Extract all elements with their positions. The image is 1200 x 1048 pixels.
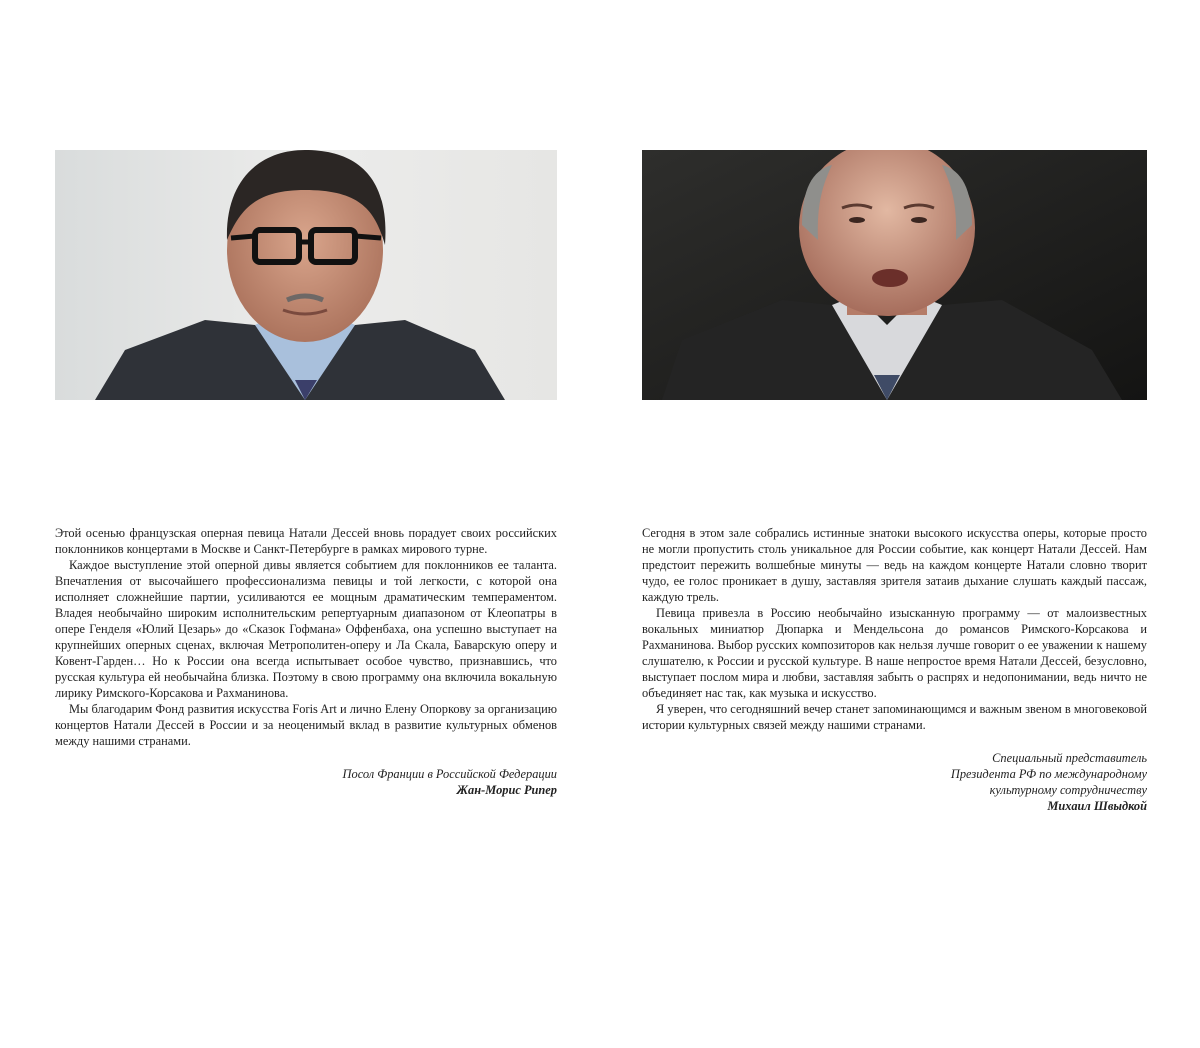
signature-name: Жан-Морис Рипер	[456, 783, 557, 797]
paragraph: Певица привезла в Россию необычайно изысканную программу — от малоизвестных вокальных миниатюр Дюпарка и Мендельсона до романсов Римского-Корсакова и Рахманинова. Выбор русских композиторов как нельзя лучше говорит о ее уважении к нашему слушателю, к России и русской культуре. В наше непростое время Натали Дессей, безусловно, выступает послом мира и любви, заставляя забыть о распрях и недопонимании, ведь ничто не объединяет нас так, как музыка и искусство.	[642, 606, 1147, 700]
signature-title: Посол Франции в Российской Федерации	[342, 767, 557, 781]
signature-title: Президента РФ по международному	[950, 767, 1147, 781]
paragraph: Мы благодарим Фонд развития искусства Foris Art и лично Елену Опоркову за организацию концертов Натали Дессей в России и за неоценимый вклад в развитие культурных обменов между нашими странами.	[55, 702, 557, 748]
paragraph: Каждое выступление этой оперной дивы является событием для поклонников ее таланта. Впечатления от высочайшего профессионализма певицы и той легкости, с которой она исполняет сложнейшие партии, усиливаются ее мощным драматическим темпераментом. Владея необычайно широким исполнительским репертуарным диапазоном от Клеопатры в опере Генделя «Юлий Цезарь» до «Сказок Гофмана» Оффенбаха, она успешно выступает на крупнейших оперных сценах, включая Метрополитен-оперу и Ла Скала, Баварскую оперу и Ковент-Гарден… Но к России она всегда испытывает особое чувство, признавшись, что русская культура ей необычайна близка. Поэтому в свою программу она включила вокальную лирику Римского-Корсакова и Рахманинова.	[55, 558, 557, 700]
signature-title: Специальный представитель	[992, 751, 1147, 765]
letter-special-representative	[642, 525, 1147, 814]
paragraph: Сегодня в этом зале собрались истинные знатоки высокого искусства оперы, которые просто не могли пропустить столь уникальное для России событие, как концерт Натали Дессей. Нам предстоит пережить волшебные минуты — ведь на каждом концерте Натали словно творит чудо, ее голос проникает в душу, заставляя зрителя затаив дыхание слушать каждый пассаж, каждую трель.	[642, 526, 1147, 604]
signature-name: Михаил Швыдкой	[1047, 799, 1147, 813]
signature-title: культурному сотрудничеству	[989, 783, 1147, 797]
portrait-image	[642, 150, 1147, 400]
signature-block	[55, 766, 557, 798]
portrait-photo-right	[642, 150, 1147, 400]
portrait-photo-left	[55, 150, 557, 400]
paragraph: Я уверен, что сегодняшний вечер станет запоминающимся и важным звеном в многовековой истории культурных связей между нашими странами.	[642, 702, 1147, 732]
portrait-image	[55, 150, 557, 400]
signature-block	[642, 750, 1147, 814]
letter-ambassador	[55, 525, 557, 798]
paragraph: Этой осенью французская оперная певица Натали Дессей вновь порадует своих российских поклонников концертами в Москве и Санкт-Петербурге в рамках мирового турне.	[55, 526, 557, 556]
